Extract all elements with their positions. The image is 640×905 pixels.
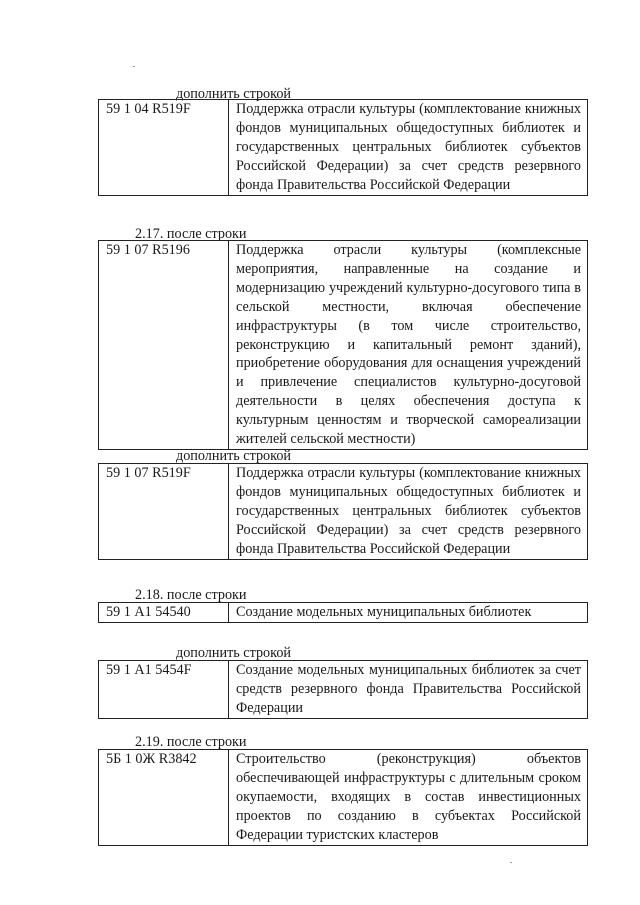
description-cell: Создание модельных муниципальных библиотек за счет средств резервного фонда Правительства Российской Федерации — [229, 661, 588, 719]
section-heading: 2.17. после строки — [135, 226, 247, 242]
budget-code-cell: 5Б 1 0Ж R3842 — [99, 750, 229, 846]
section-heading: дополнить строкой — [176, 448, 292, 464]
section-heading: 2.18. после строки — [135, 587, 247, 603]
description-cell: Создание модельных муниципальных библиотек — [229, 603, 588, 623]
description-cell: Поддержка отрасли культуры (комплектование книжных фондов муниципальных общедоступных библиотек и государственных центральных библиотек субъектов Российской Федерации) за счет средств резервного фонда Правительства Российской Федерации — [229, 100, 588, 196]
table-row — [99, 464, 588, 560]
section-heading: 2.19. после строки — [135, 734, 247, 750]
budget-code-cell: 59 1 А1 5454F — [99, 661, 229, 719]
section-heading: дополнить строкой — [176, 645, 292, 661]
description-cell: Строительство (реконструкция) объектов обеспечивающей инфраструктуры с длительным сроком окупаемости, входящих в состав инвестиционных проектов по созданию в субъектах Российской Федерации туристских кластеров — [229, 750, 588, 846]
section-heading: дополнить строкой — [176, 86, 292, 102]
budget-code-cell: 59 1 07 R5196 — [99, 241, 229, 450]
code-table — [98, 602, 588, 623]
description-cell: Поддержка отрасли культуры (комплексные мероприятия, направленные на создание и модернизацию учреждений культурно-досугового типа в сельской местности, включая обеспечение инфраструктуры (в том числе строительство, реконструкцию и капитальный ремонт зданий), приобретение оборудования для оснащения учреждений и привлечение специалистов культурно-досуговой деятельности в целях обеспечения доступа к культурным ценностям и творческой самореализации жителей сельской местности) — [229, 241, 588, 450]
code-table — [98, 99, 588, 196]
budget-code-cell: 59 1 07 R519F — [99, 464, 229, 560]
code-table — [98, 463, 588, 560]
budget-code-cell: 59 1 А1 54540 — [99, 603, 229, 623]
budget-code-cell: 59 1 04 R519F — [99, 100, 229, 196]
table-row — [99, 241, 588, 450]
scan-speck — [510, 862, 512, 863]
table-row — [99, 100, 588, 196]
code-table — [98, 749, 588, 846]
table-row — [99, 603, 588, 623]
table-row — [99, 661, 588, 719]
description-cell: Поддержка отрасли культуры (комплектование книжных фондов муниципальных общедоступных библиотек и государственных центральных библиотек субъектов Российской Федерации) за счет средств резервного фонда Правительства Российской Федерации — [229, 464, 588, 560]
code-table — [98, 660, 588, 719]
table-row — [99, 750, 588, 846]
code-table — [98, 240, 588, 450]
scan-speck — [133, 66, 135, 67]
